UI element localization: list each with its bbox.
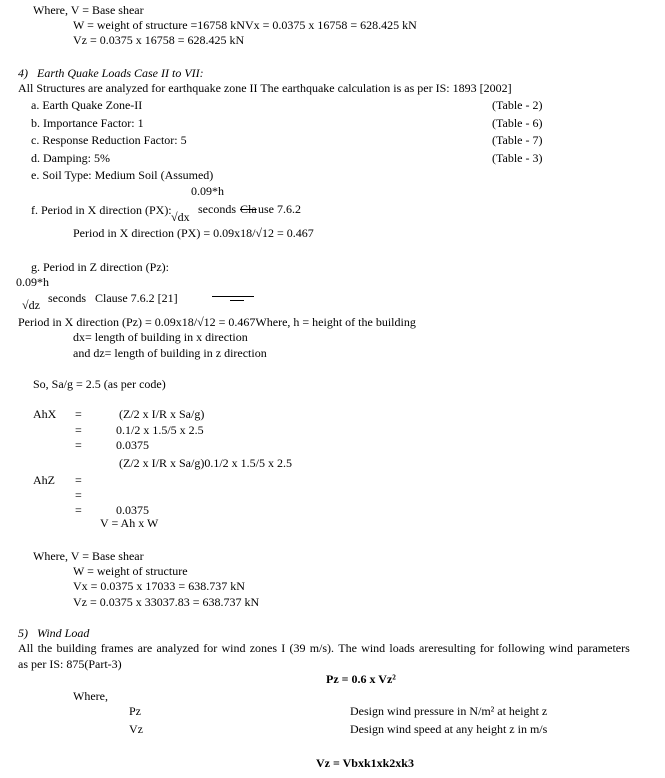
eq-item-damping-ref: (Table - 3) bbox=[492, 151, 543, 165]
wind-paragraph-word: the bbox=[37, 641, 53, 655]
eq-item-importance-ref: (Table - 6) bbox=[492, 116, 543, 130]
vz-line: Vz = 0.0375 x 33037.83 = 638.737 kN bbox=[73, 595, 260, 609]
eq-item-damping: d. Damping: 5% bbox=[31, 151, 110, 165]
ahx-eq-2: = bbox=[75, 423, 82, 437]
wind-paragraph-word: All bbox=[18, 641, 34, 655]
wind-paragraph-word: building bbox=[56, 641, 97, 655]
wind-paragraph-word: areresulting bbox=[418, 641, 476, 655]
wind-paragraph-word: analyzed bbox=[156, 641, 200, 655]
pz-result: Period in X direction (Pz) = 0.09x18/√12 = 0.467Where, h = height of the building bbox=[18, 315, 416, 329]
ahz-eq-1: = bbox=[75, 473, 82, 487]
wind-paragraph-word: for bbox=[203, 641, 218, 655]
wind-paragraph-word: following bbox=[498, 641, 545, 655]
px-clause: use 7.6.2 bbox=[258, 202, 301, 216]
ahx-values: 0.1/2 x 1.5/5 x 2.5 bbox=[116, 423, 204, 437]
earthquake-intro: All Structures are analyzed for earthquake zone II The earthquake calculation is as per IS: 1893 [2002] bbox=[18, 81, 512, 95]
px-formula-denominator: √dx bbox=[171, 210, 190, 224]
def-desc-pz: Design wind pressure in N/m² at height z bbox=[350, 704, 548, 718]
wind-paragraph-word: wind bbox=[221, 641, 246, 655]
def-desc-vz: Design wind speed at any height z in m/s bbox=[350, 722, 548, 736]
px-result: Period in X direction (PX) = 0.09x18/√12 = 0.467 bbox=[73, 226, 314, 240]
wind-where-label: Where, bbox=[73, 689, 108, 703]
eq-item-soil: e. Soil Type: Medium Soil (Assumed) bbox=[31, 168, 214, 182]
wind-paragraph-word: wind bbox=[548, 641, 573, 655]
vx-line: Vx = 0.0375 x 17033 = 638.737 kN bbox=[73, 579, 245, 593]
eq-item-reduction-ref: (Table - 7) bbox=[492, 133, 543, 147]
dz-definition: and dz= length of building in z direction bbox=[73, 346, 267, 360]
pz-formula-denominator: √dz bbox=[22, 298, 40, 312]
def-symbol-pz: Pz bbox=[129, 704, 141, 718]
wind-paragraph-word: wind bbox=[361, 641, 386, 655]
ahx-eq-1: = bbox=[75, 407, 82, 421]
def-symbol-vz: Vz bbox=[129, 722, 143, 736]
formula-vz: Vz = Vbxk1xk2xk3 bbox=[316, 756, 414, 770]
wind-paragraph-word: (39 bbox=[289, 641, 306, 655]
px-clause-struck: Cla bbox=[240, 202, 257, 216]
eq-item-zone-ref: (Table - 2) bbox=[492, 98, 543, 112]
ahx-label: AhX bbox=[33, 407, 57, 421]
sa-g-line: So, Sa/g = 2.5 (as per code) bbox=[33, 377, 166, 391]
eq-item-zone: a. Earth Quake Zone-II bbox=[31, 98, 143, 112]
fraction-line-short bbox=[230, 300, 244, 301]
dx-definition: dx= length of building in x direction bbox=[73, 330, 248, 344]
wind-paragraph-word: parameters bbox=[577, 641, 630, 655]
wind-paragraph-word: I bbox=[281, 641, 286, 655]
px-seconds: seconds bbox=[198, 202, 236, 216]
ahz-eq-2: = bbox=[75, 488, 82, 502]
ahz-label: AhZ bbox=[33, 473, 55, 487]
ahx-result: 0.0375 bbox=[116, 438, 149, 452]
px-formula-numerator: 0.09*h bbox=[191, 184, 224, 198]
pz-label: g. Period in Z direction (Pz): bbox=[31, 260, 169, 274]
pz-formula-numerator: 0.09*h bbox=[16, 275, 49, 289]
weight-line: W = weight of structure bbox=[73, 564, 188, 578]
weight-line-top: W = weight of structure =16758 kNVx = 0.0375 x 16758 = 628.425 kN bbox=[73, 18, 417, 32]
wind-paragraph-word: loads bbox=[389, 641, 415, 655]
eq-item-importance: b. Importance Factor: 1 bbox=[31, 116, 144, 130]
ahz-result: 0.0375 bbox=[116, 503, 149, 517]
fraction-line bbox=[212, 296, 254, 297]
ahx-eq-3: = bbox=[75, 438, 82, 452]
ahx-formula: (Z/2 x I/R x Sa/g) bbox=[119, 407, 205, 421]
wind-paragraph-word: The bbox=[338, 641, 357, 655]
wind-paragraph-word: frames bbox=[100, 641, 134, 655]
pz-seconds-clause: seconds Clause 7.6.2 [21] bbox=[48, 291, 178, 305]
ahz-eq-3: = bbox=[75, 503, 82, 517]
formula-pz: Pz = 0.6 x Vz² bbox=[326, 672, 396, 686]
vz-line-top: Vz = 0.0375 x 16758 = 628.425 kN bbox=[73, 33, 245, 47]
wind-paragraph-word: are bbox=[137, 641, 153, 655]
px-label: f. Period in X direction (PX): bbox=[31, 203, 172, 217]
eq-item-reduction: c. Response Reduction Factor: 5 bbox=[31, 133, 187, 147]
ahz-formula: (Z/2 x I/R x Sa/g)0.1/2 x 1.5/5 x 2.5 bbox=[119, 456, 292, 470]
wind-paragraph-line-1 bbox=[18, 641, 630, 655]
wind-paragraph-line-2: as per IS: 875(Part-3) bbox=[18, 657, 122, 671]
section-heading-earthquake: 4) Earth Quake Loads Case II to VII: bbox=[18, 66, 204, 80]
wind-paragraph-word: for bbox=[479, 641, 494, 655]
section-heading-wind: 5) Wind Load bbox=[18, 626, 90, 640]
v-formula: V = Ah x W bbox=[100, 516, 159, 530]
where-base-shear: Where, V = Base shear bbox=[33, 549, 144, 563]
wind-paragraph-word: zones bbox=[249, 641, 278, 655]
where-base-shear-top: Where, V = Base shear bbox=[33, 3, 144, 17]
wind-paragraph-word: m/s). bbox=[309, 641, 335, 655]
